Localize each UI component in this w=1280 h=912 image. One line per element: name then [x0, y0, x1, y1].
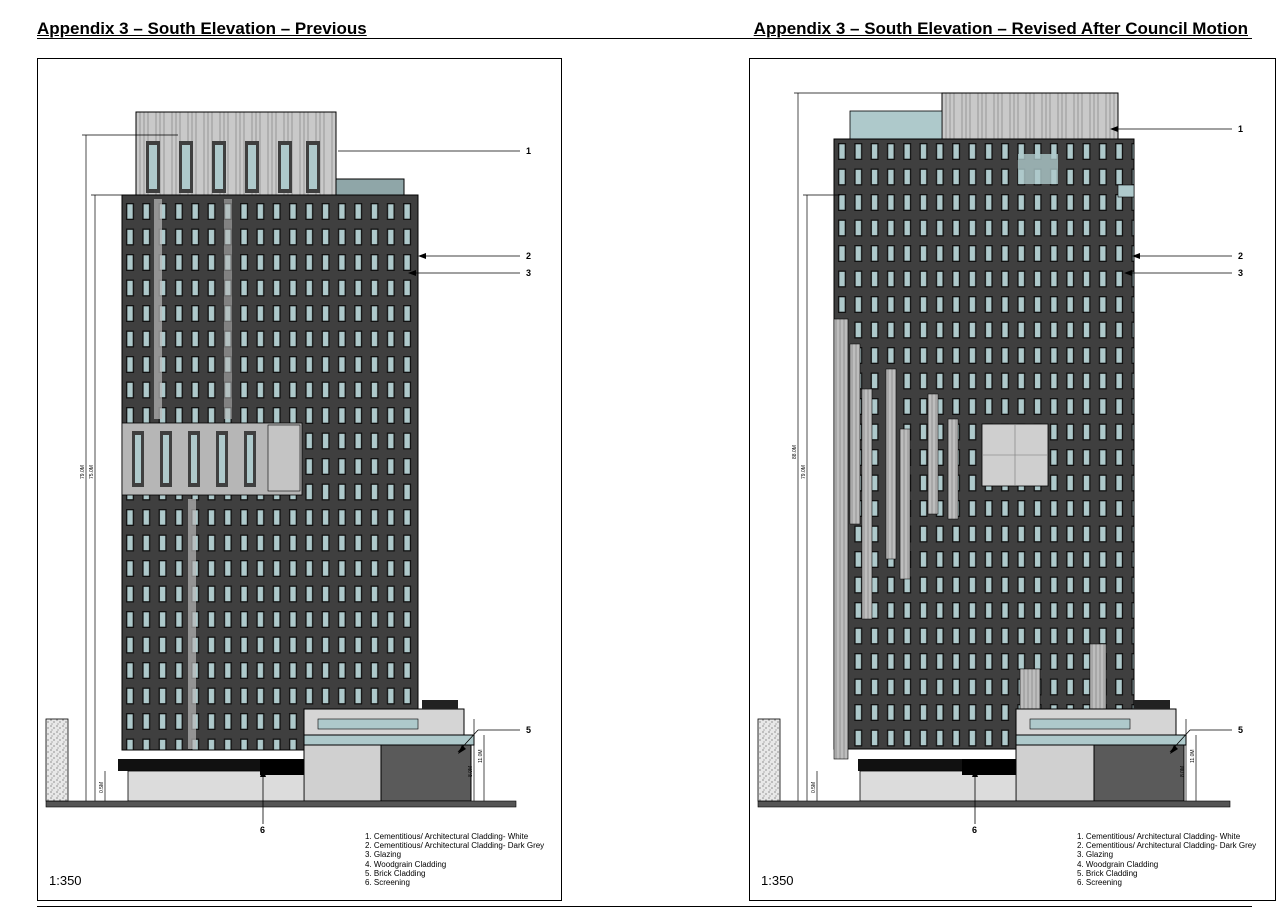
scale-label: 1:350 — [761, 873, 794, 888]
material-legend — [1077, 832, 1256, 887]
elevation-drawing-previous — [38, 59, 562, 901]
callout-6: 6 — [972, 825, 978, 835]
dim-podium: 8.0M — [1180, 765, 1186, 777]
legend-item: 3. Glazing — [365, 850, 402, 860]
callout-3: 3 — [526, 268, 532, 278]
callout-1: 1 — [1238, 124, 1244, 134]
dim-podium: 8.0M — [468, 765, 474, 777]
elevation-drawing-revised — [750, 59, 1276, 901]
scale-label: 1:350 — [49, 873, 82, 888]
material-legend — [365, 832, 544, 887]
legend-item: 4. Woodgrain Cladding — [365, 859, 447, 869]
callout-3: 3 — [1238, 268, 1244, 278]
bottom-rule — [37, 906, 1252, 907]
top-rule — [37, 38, 1252, 39]
legend-item: 2. Cementitious/ Architectural Cladding- Dark Grey — [1077, 841, 1257, 851]
right-heading: Appendix 3 – South Elevation – Revised After Council Motion — [753, 19, 1248, 38]
dim-plinth: 0.5M — [99, 781, 105, 793]
dim-overall: 88.0M — [792, 445, 798, 459]
callout-2: 2 — [526, 251, 532, 261]
callout-2: 2 — [1238, 251, 1244, 261]
callout-6: 6 — [260, 825, 266, 835]
dim-tower: 79.0M — [801, 465, 807, 479]
legend-item: 6. Screening — [1077, 878, 1122, 888]
elevation-panel-previous — [37, 58, 562, 901]
legend-item: 2. Cementitious/ Architectural Cladding- Dark Grey — [365, 841, 545, 851]
legend-item: 6. Screening — [365, 878, 410, 888]
dim-podium-top: 11.0M — [1190, 749, 1196, 763]
legend-item: 1. Cementitious/ Architectural Cladding- White — [1077, 832, 1241, 841]
left-heading: Appendix 3 – South Elevation – Previous — [37, 19, 367, 38]
legend-item: 4. Woodgrain Cladding — [1077, 859, 1159, 869]
callout-1: 1 — [526, 146, 532, 156]
dim-tower: 75.0M — [89, 465, 95, 479]
dim-podium-top: 11.0M — [478, 749, 484, 763]
dim-overall: 79.0M — [80, 465, 86, 479]
dim-plinth: 0.5M — [811, 781, 817, 793]
legend-item: 1. Cementitious/ Architectural Cladding- White — [365, 832, 529, 841]
legend-item: 3. Glazing — [1077, 850, 1114, 860]
legend-item: 5. Brick Cladding — [365, 868, 426, 878]
legend-item: 5. Brick Cladding — [1077, 868, 1138, 878]
elevation-panel-revised — [749, 58, 1276, 901]
callout-5: 5 — [1238, 725, 1244, 735]
callout-5: 5 — [526, 725, 532, 735]
